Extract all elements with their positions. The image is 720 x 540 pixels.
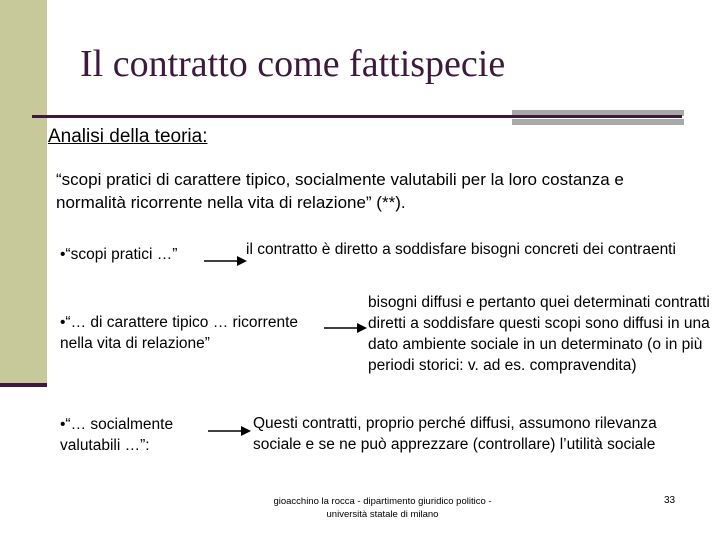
title-rule-grey-bottom xyxy=(512,119,684,125)
page-number: 33 xyxy=(664,495,676,506)
item-3-explanation: Questi contratti, proprio perché diffusi, assumono rilevanza sociale e se ne può apprezzare (controllare) l’utilità sociale xyxy=(253,415,657,453)
definition-quote: “scopi pratici di carattere tipico, socialmente valutabili per la loro costanza e normalità ricorrente nella vita di relazione” (**). xyxy=(56,170,624,212)
slide-title: Il contratto come fattispecie xyxy=(80,43,506,85)
item-1-explanation: il contratto è diretto a soddisfare bisogni concreti dei contraenti xyxy=(246,241,676,258)
title-rule xyxy=(32,115,682,118)
slide-footer: gioacchino la rocca - dipartimento giuridico politico - università statale di milano xyxy=(273,496,492,520)
sidebar-decoration xyxy=(0,0,47,383)
item-2-explanation: bisogni diffusi e pertanto quei determinati contratti diretti a soddisfare questi scopi sono diffusi in una dato ambiente sociale in un determinato (o in più periodi storici: v. ad es. compravendita) xyxy=(368,294,710,374)
item-2-term: •“… di carattere tipico … ricorrente nella vita di relazione” xyxy=(60,314,299,352)
arrow-right-icon xyxy=(208,425,252,437)
arrow-right-icon xyxy=(324,322,368,334)
section-heading: Analisi della teoria: xyxy=(48,126,208,147)
item-1-term: •“scopi pratici …” xyxy=(60,246,178,263)
sidebar-base-bar xyxy=(0,383,47,387)
item-3-term: •“… socialmente valutabili …”: xyxy=(60,416,174,454)
arrow-right-icon xyxy=(204,255,248,267)
